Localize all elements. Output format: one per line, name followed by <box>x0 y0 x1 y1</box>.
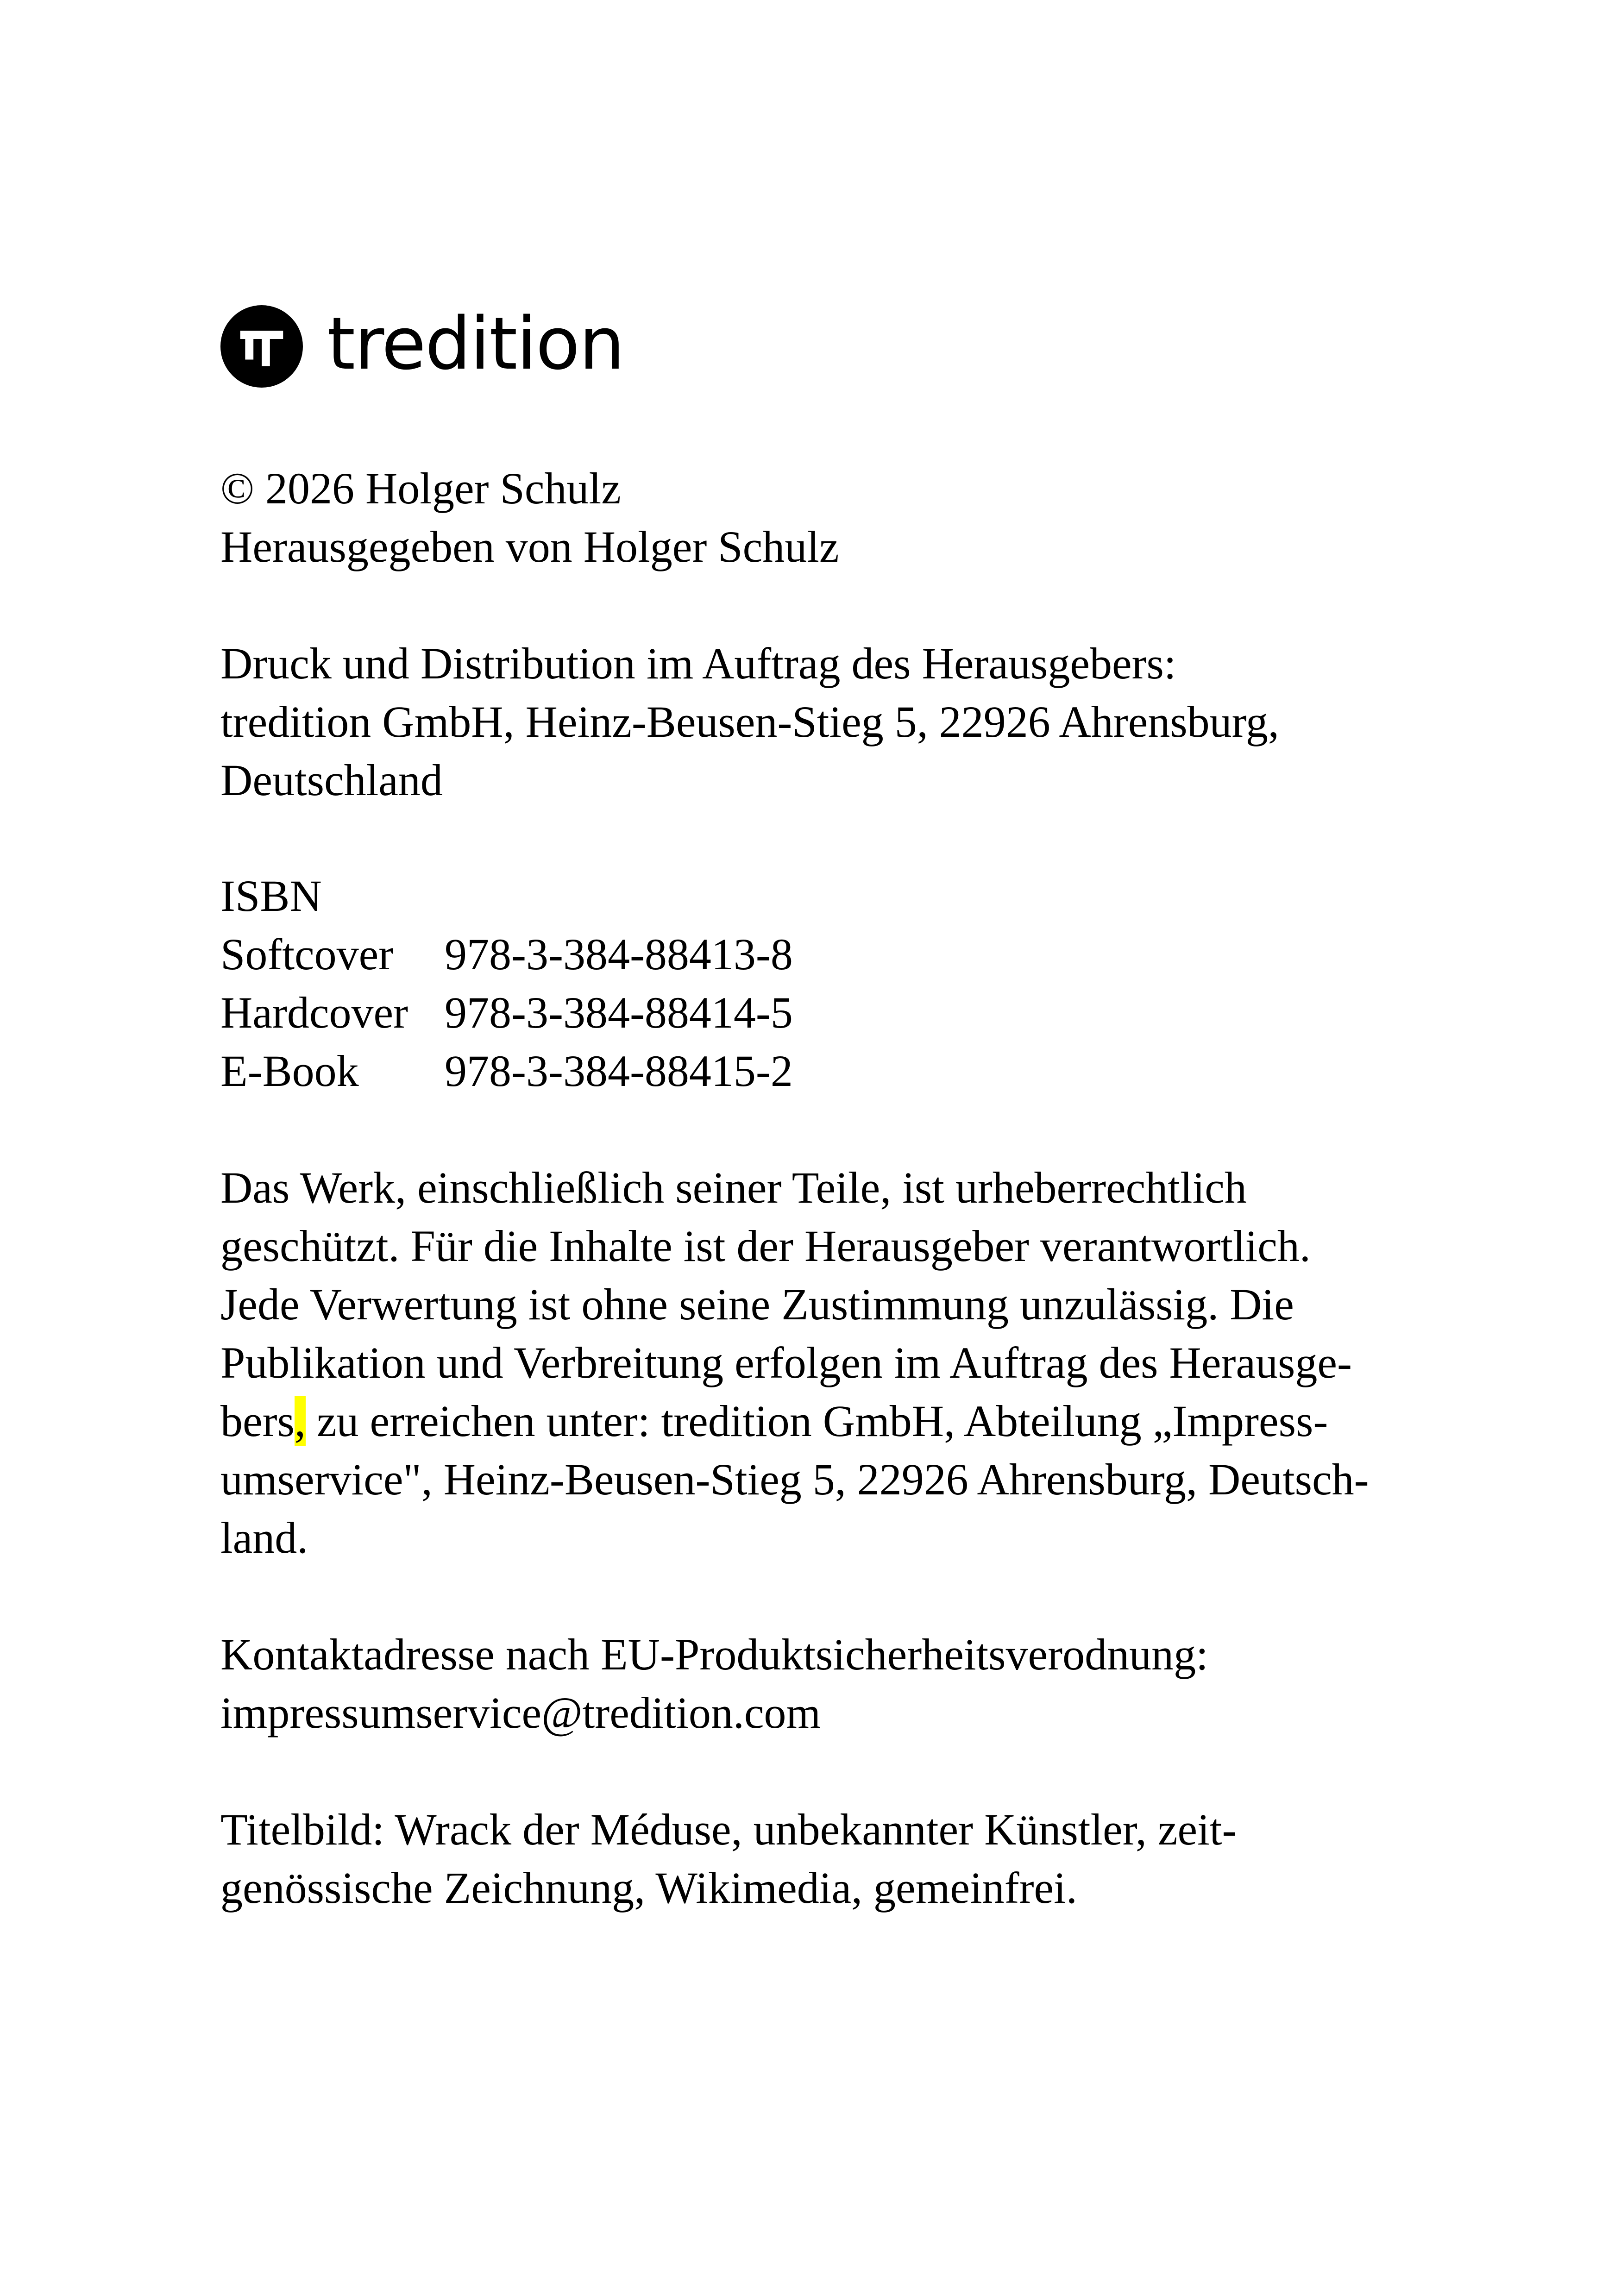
tredition-logo-icon <box>220 305 303 388</box>
distribution-line: tredition GmbH, Heinz-Beusen-Stieg 5, 22926 Ahrensburg, <box>220 697 1279 747</box>
rights-text: bers <box>220 1396 295 1446</box>
rights-text: zu erreichen unter: tredition GmbH, Abteilung „Impress- <box>305 1396 1328 1446</box>
isbn-heading: ISBN <box>220 871 322 921</box>
isbn-row <box>220 984 1471 1042</box>
isbn-format: E-Book <box>220 1046 359 1096</box>
cover-credit-line: Titelbild: Wrack der Méduse, unbekannter Künstler, zeit- <box>220 1805 1237 1854</box>
isbn-number: 978-3-384-88414-5 <box>445 988 793 1037</box>
isbn-format: Hardcover <box>220 988 408 1037</box>
contact-email: impressumservice@tredition.com <box>220 1688 821 1738</box>
isbn-number: 978-3-384-88413-8 <box>445 929 793 979</box>
cover-credit-block <box>220 1800 1471 1917</box>
copyright-line: © 2026 Holger Schulz <box>220 464 621 513</box>
rights-line: Das Werk, einschließlich seiner Teile, ist urheberrechtlich <box>220 1163 1247 1212</box>
rights-line: umservice", Heinz-Beusen-Stieg 5, 22926 Ahrensburg, Deutsch- <box>220 1455 1369 1504</box>
rights-line: Jede Verwertung ist ohne seine Zustimmung unzulässig. Die <box>220 1280 1294 1329</box>
isbn-row <box>220 925 1471 984</box>
contact-line: Kontaktadresse nach EU-Produktsicherheitsverodnung: <box>220 1630 1208 1679</box>
rights-line <box>220 1392 1471 1450</box>
rights-line: Publikation und Verbreitung erfolgen im Auftrag des Herausge- <box>220 1338 1352 1387</box>
isbn-block <box>220 867 1471 1100</box>
isbn-row <box>220 1042 1471 1100</box>
rights-line: geschützt. Für die Inhalte ist der Herausgeber verantwortlich. <box>220 1221 1311 1271</box>
contact-block <box>220 1625 1471 1742</box>
publisher-logo <box>220 301 624 388</box>
editor-line: Herausgegeben von Holger Schulz <box>220 522 839 571</box>
rights-block <box>220 1159 1471 1567</box>
cover-credit-line: genössische Zeichnung, Wikimedia, gemeinfrei. <box>220 1863 1077 1913</box>
highlighted-comma: , <box>294 1396 306 1446</box>
distribution-line: Druck und Distribution im Auftrag des Herausgebers: <box>220 639 1176 688</box>
copyright-block <box>220 459 1471 576</box>
logo-wordmark: tredition <box>327 301 624 386</box>
isbn-number: 978-3-384-88415-2 <box>445 1046 793 1096</box>
distribution-line: Deutschland <box>220 755 443 805</box>
rights-line: land. <box>220 1513 308 1562</box>
distribution-block <box>220 634 1471 809</box>
isbn-format: Softcover <box>220 929 394 979</box>
